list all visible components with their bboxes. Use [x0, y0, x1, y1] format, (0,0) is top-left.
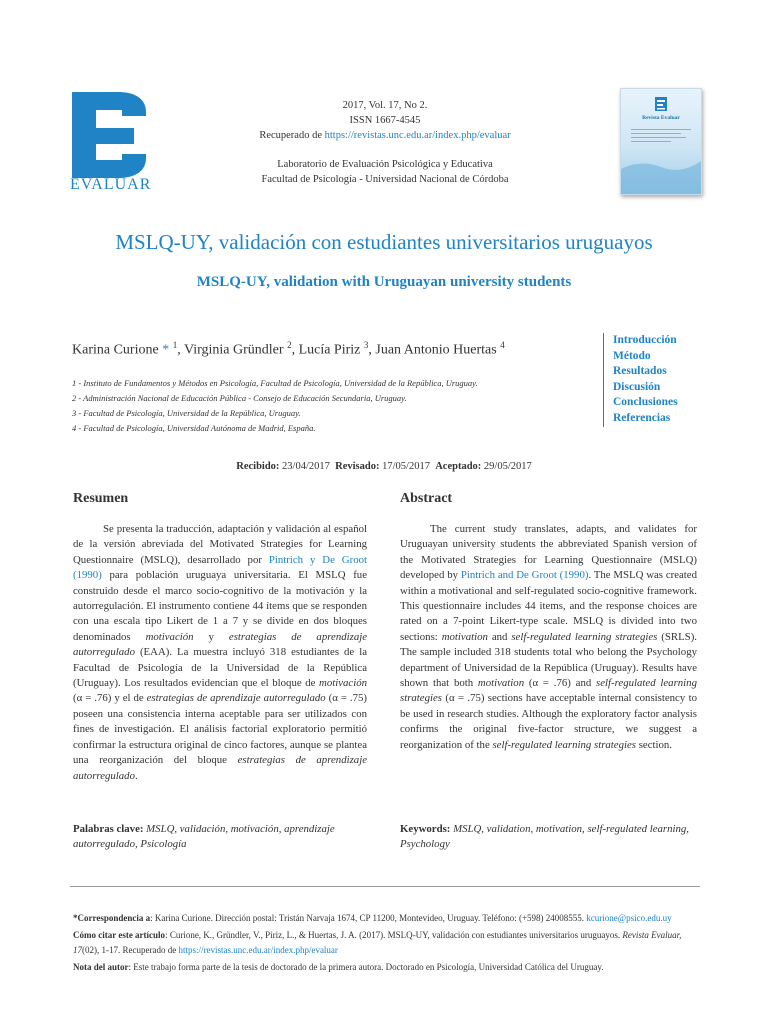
- article-title-es: MSLQ-UY, validación con estudiantes universitarios uruguayos: [115, 230, 653, 254]
- footnotes: [73, 911, 693, 977]
- journal-url-link[interactable]: https://revistas.unc.edu.ar/index.php/evaluar: [324, 130, 511, 141]
- authors-line: Karina Curione * $^1$, Virginia Gründler $^2$, Lucía Piriz $^3$, Juan Antonio Huertas $^4$: [72, 340, 505, 358]
- author-name: Virginia Gründler: [183, 342, 284, 358]
- author-affiliation-ref: 2: [287, 340, 292, 350]
- citation-link[interactable]: Pintrich y De Groot (1990): [73, 553, 367, 582]
- resumen-body: [73, 522, 367, 784]
- citation-link[interactable]: Pintrich and De Groot (1990): [460, 569, 589, 582]
- keywords-label: Palabras clave:: [73, 823, 144, 835]
- journal-header: [200, 98, 570, 187]
- received-label: Recibido:: [236, 461, 280, 472]
- author-affiliation-ref: 4: [500, 340, 505, 350]
- article-title-en: MSLQ-UY, validation with Uruguayan university students: [196, 274, 572, 290]
- accepted-label: Aceptado:: [435, 461, 482, 472]
- accepted-date: 29/05/2017: [483, 461, 532, 472]
- correspondence-note: *Correspondencia a: Karina Curione. Dirección postal: Tristán Narvaja 1674, CP 11200, Montevideo, Uruguay. Teléfono: (+598) 24008555. kcurione@psico.edu.uy: [73, 913, 672, 923]
- journal-cover-thumbnail: [620, 88, 702, 195]
- toc-link-resultados[interactable]: Resultados: [613, 365, 667, 378]
- abstract-heading: Abstract: [400, 491, 453, 506]
- toc-link-conclusiones[interactable]: Conclusiones: [613, 396, 678, 409]
- author-note: Nota del autor: Este trabajo forma parte de la tesis de doctorado de la primera autora. Doctorado en Psicología, Universidad Católica del Uruguay.: [73, 962, 604, 972]
- keywords-en: [400, 822, 697, 853]
- revised-label: Revisado:: [335, 461, 380, 472]
- email-link[interactable]: kcurione@psico.edu.uy: [586, 913, 672, 923]
- abstract-body: [400, 522, 697, 753]
- revised-date: 17/05/2017: [382, 461, 430, 472]
- keywords-value: MSLQ, validación, motivación, aprendizaje autorregulado, Psicología: [73, 823, 335, 851]
- author-name: Lucía Piriz: [298, 342, 361, 358]
- resumen-heading: Resumen: [73, 491, 129, 506]
- affiliations-list: [72, 376, 478, 436]
- lab-line: Laboratorio de Evaluación Psicológica y Educativa: [277, 159, 493, 170]
- keywords-label: Keywords:: [400, 823, 451, 835]
- author-name: Karina Curione: [72, 342, 159, 358]
- affiliation-item: 4 - Facultad de Psicología, Universidad Autónoma de Madrid, España.: [72, 423, 316, 433]
- issn-line: ISSN 1667-4545: [349, 115, 421, 126]
- logo-e-icon: [68, 90, 150, 180]
- affiliation-item: 2 - Administración Nacional de Educación Pública - Consejo de Educación Secundaria, Uruguay.: [72, 393, 407, 403]
- affiliation-item: 3 - Facultad de Psicología, Universidad de la República, Uruguay.: [72, 408, 301, 418]
- article-dates: [70, 461, 698, 472]
- corresponding-mark[interactable]: *: [162, 342, 170, 358]
- keywords-es: [73, 822, 367, 853]
- url-link[interactable]: https://revistas.unc.edu.ar/index.php/evaluar: [178, 945, 338, 955]
- cover-title: Revista Evaluar: [642, 115, 680, 121]
- abstract-paragraph: The current study translates, adapts, and validates for Uruguayan university students the abbreviated Spanish version of the Motivated Strategies for Learning Questionnaire (MSLQ) developed by Pintrich and De Groot (1990). The MSLQ was created within a motivational and self-regulated socio-cognitive framework. This questionnaire includes 44 items, and the response choices are rated on a 7-point Likert-type scale. MSLQ is divided into two sections: motivation and self-regulated learning strategies (SRLS). The sample included 318 students total who belong the Psychology department of Universidad de la República (Uruguay). Results have shown that both motivation (α = .76) and self-regulated learning strategies (α = .75) sections have acceptable internal consistency to be used in research studies. Although the exploratory factor analysis confirms the original five-factor structure, we suggest a reorganization of the self-regulated learning strategies section.: [400, 523, 697, 751]
- section-navigation: [603, 333, 723, 427]
- resumen-paragraph: Se presenta la traducción, adaptación y validación al español de la versión abreviada del Motivated Strategies for Learning Questionnaire (MSLQ), desarrollado por Pintrich y De Groot (1990) para población uruguaya universitaria. El MSLQ fue construido desde el marco socio-cognitivo de la motivación y la autorregulación. El instrumento contiene 44 ítems que se responden con una escala tipo Likert de 1 a 7 y se divide en dos bloques denominados motivación y estrategias de aprendizaje autorregulado (EAA). La muestra incluyó 318 estudiantes de la Facultad de Psicología de la Universidad de la República (Uruguay). Los resultados evidencian que el bloque de motivación (α = .76) y el de estrategias de aprendizaje autorregulado (α = .75) poseen una consistencia interna aceptable para ser utilizados con fines de investigación. El análisis factorial exploratorio permitió confirmar la estructura original de cinco factores, aunque se plantea una reorganización del bloque estrategias de aprendizaje autorregulado.: [73, 523, 368, 782]
- toc-link-referencias[interactable]: Referencias: [613, 411, 671, 424]
- author-name: Juan Antonio Huertas: [375, 342, 497, 358]
- author-affiliation-ref: 3: [363, 340, 369, 350]
- received-date: 23/04/2017: [282, 461, 330, 472]
- toc-link-introduccion[interactable]: Introducción: [613, 334, 677, 346]
- author-affiliation-ref: 1: [172, 340, 178, 350]
- cover-art-icon: [621, 89, 701, 194]
- keywords-value: MSLQ, validation, motivation, self-regulated learning, Psychology: [400, 823, 690, 851]
- citation-line: 2017, Vol. 17, No 2.: [342, 100, 428, 111]
- logo-wordmark: EVALUAR: [70, 176, 152, 193]
- toc-link-discusion[interactable]: Discusión: [613, 380, 661, 393]
- faculty-line: Facultad de Psicología - Universidad Nacional de Córdoba: [261, 174, 509, 185]
- citation-note: Cómo citar este artículo: Curione, K., Gründler, V., Piriz, L., & Huertas, J. A. (2017). MSLQ-UY, validación con estudiantes universitarios uruguayos. Revista Evaluar, 17(02), 1-17. Recuperado de https://revistas.unc.edu.ar/index.php/evaluar: [73, 930, 682, 955]
- footnote-divider: [70, 886, 700, 887]
- toc-link-metodo[interactable]: Método: [613, 349, 651, 362]
- affiliation-item: 1 - Instituto de Fundamentos y Métodos en Psicología, Facultad de Psicología, Universidad de la República, Uruguay.: [72, 378, 478, 388]
- retrieved-label: Recuperado de: [259, 130, 325, 141]
- retrieved-line: [200, 128, 570, 143]
